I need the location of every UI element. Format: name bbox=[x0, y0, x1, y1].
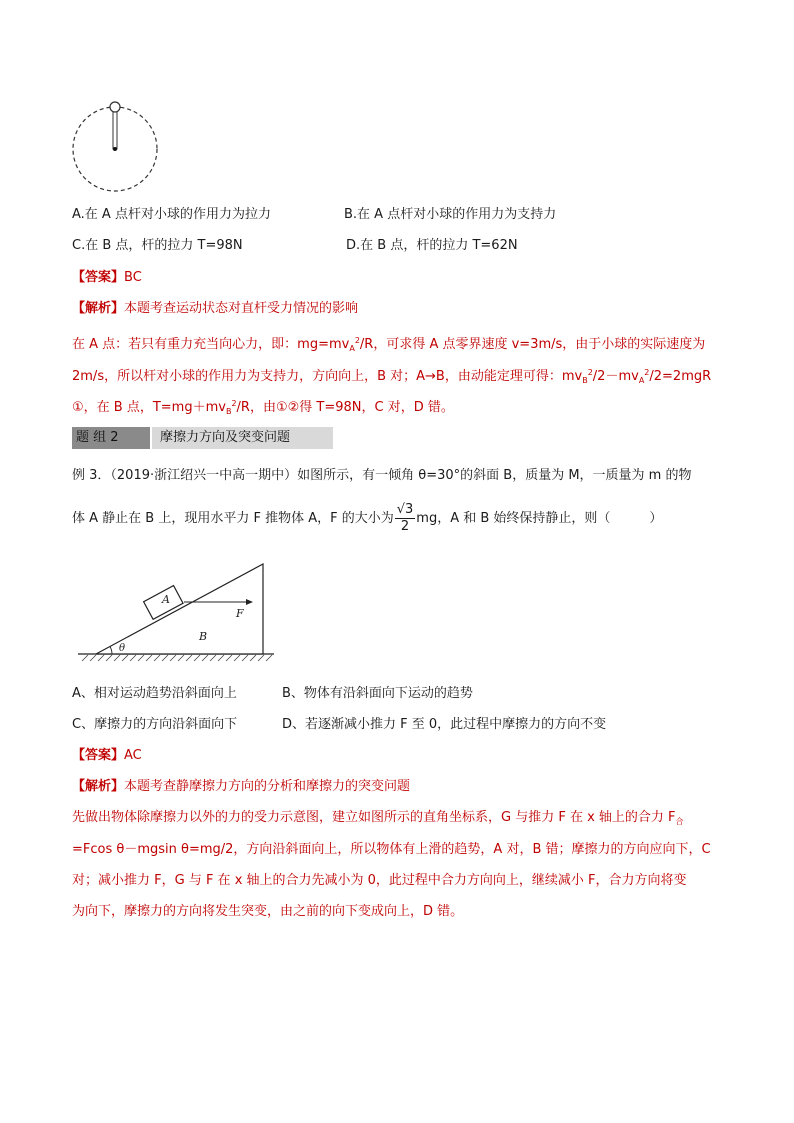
q3-analysis-tag: 【解析】 bbox=[72, 779, 125, 794]
q3-analysis-line-2: =Fcos θ－mgsin θ=mg/2，方向沿斜面向上，所以物体有上滑的趋势，A 对，B 错；摩擦力的方向应向下，C bbox=[72, 842, 711, 857]
q2-l1-b: /R，可求得 A 点零界速度 v=3m/s，由于小球的实际速度为 bbox=[359, 337, 706, 352]
q2-analysis-title-text: 本题考查运动状态对直杆受力情况的影响 bbox=[124, 301, 359, 316]
q2-option-c: C.在 B 点，杆的拉力 T=98N bbox=[72, 238, 243, 253]
incline-figure bbox=[76, 560, 276, 666]
q3-stem-2a: 体 A 静止在 B 上，现用水平力 F 推物体 A，F 的大小为 bbox=[72, 511, 394, 526]
q3-option-c: C、摩擦力的方向沿斜面向下 bbox=[72, 717, 238, 732]
pivot-center bbox=[113, 147, 117, 151]
q2-analysis-line-3 bbox=[72, 394, 454, 421]
q3-p1-text: 先做出物体除摩擦力以外的力的受力示意图，建立如图所示的直角坐标系，G 与推力 F 在 x 轴上的合力 F bbox=[72, 810, 676, 825]
q2-analysis-line-1 bbox=[72, 331, 705, 358]
q2-l3-a: ①，在 B 点，T=mg＋mv bbox=[72, 400, 226, 415]
q3-option-a: A、相对运动趋势沿斜面向上 bbox=[72, 686, 237, 701]
q2-l3-sup: 2 bbox=[231, 399, 237, 408]
circle-rod-figure bbox=[68, 98, 164, 196]
q2-option-a: A.在 A 点杆对小球的作用力为拉力 bbox=[72, 207, 271, 222]
ball-top bbox=[110, 102, 120, 112]
q2-l1-sup: 2 bbox=[354, 336, 360, 345]
fraction-numerator: √3 bbox=[396, 502, 414, 517]
q3-stem-line-2 bbox=[72, 500, 662, 538]
label-theta: θ bbox=[119, 643, 126, 654]
q2-l2-sup2: 2 bbox=[644, 368, 650, 377]
q2-l2-b: /2－mv bbox=[592, 369, 639, 384]
q3-p1-sub: 合 bbox=[675, 817, 684, 826]
q2-option-d: D.在 B 点，杆的拉力 T=62N bbox=[346, 238, 518, 253]
group-title bbox=[152, 427, 333, 449]
q2-l2-a: 2m/s，所以杆对小球的作用力为支持力，方向向上，B 对；A→B，由动能定理可得：mv bbox=[72, 369, 583, 384]
q3-analysis-title-text: 本题考查静摩擦力方向的分析和摩擦力的突变问题 bbox=[124, 779, 411, 794]
q3-analysis-line-3: 对；减小推力 F，G 与 F 在 x 轴上的合力先减小为 0，此过程中合力方向向上，继续减小 F，合力方向将变 bbox=[72, 873, 687, 888]
q2-answer-tag: 【答案】 bbox=[72, 270, 125, 285]
label-a: A bbox=[162, 593, 170, 606]
q2-l2-sub1: B bbox=[582, 376, 588, 385]
q3-answer-tag: 【答案】 bbox=[72, 748, 125, 763]
q2-l1-a: 在 A 点：若只有重力充当向心力，即：mg=mv bbox=[72, 337, 350, 352]
q2-answer-value: BC bbox=[124, 270, 142, 285]
q3-analysis-line-4: 为向下，摩擦力的方向将发生突变，由之前的向下变成向上，D 错。 bbox=[72, 904, 464, 919]
q2-l1-sub: A bbox=[349, 344, 355, 353]
q3-analysis-line-1 bbox=[72, 808, 684, 831]
q3-option-d: D、若逐渐减小推力 F 至 0，此过程中摩擦力的方向不变 bbox=[282, 717, 607, 732]
q2-option-b: B.在 A 点杆对小球的作用力为支持力 bbox=[344, 207, 557, 222]
group-title-text: 摩擦力方向及突变问题 bbox=[160, 430, 291, 445]
q3-answer-value: AC bbox=[124, 748, 142, 763]
rod bbox=[113, 112, 117, 149]
q2-l2-c: /2=2mgR bbox=[649, 369, 712, 384]
q3-analysis-title bbox=[72, 777, 410, 796]
q3-stem-line-1: 例 3．（2019·浙江绍兴一中高一期中）如图所示，有一倾角 θ=30°的斜面 B，质量为 M，一质量为 m 的物 bbox=[72, 468, 692, 483]
fraction-sqrt3-over-2 bbox=[395, 502, 416, 535]
q3-answer bbox=[72, 746, 142, 765]
ground-hatch bbox=[82, 655, 272, 661]
label-f: F bbox=[236, 607, 244, 620]
q2-l3-sub: B bbox=[225, 407, 232, 416]
q2-analysis-title bbox=[72, 299, 358, 318]
label-b: B bbox=[199, 630, 208, 643]
q2-answer bbox=[72, 268, 142, 287]
q2-l3-b: /R，由①②得 T=98N，C 对，D 错。 bbox=[236, 400, 454, 415]
fraction-denominator: 2 bbox=[400, 519, 410, 534]
q2-analysis-line-2 bbox=[72, 363, 711, 390]
group-header bbox=[72, 427, 333, 449]
q2-analysis-tag: 【解析】 bbox=[72, 301, 125, 316]
q2-l2-sup1: 2 bbox=[587, 368, 593, 377]
q3-stem-2b: mg，A 和 B 始终保持静止，则（ ） bbox=[416, 511, 663, 526]
group-label bbox=[72, 427, 150, 449]
q3-option-b: B、物体有沿斜面向下运动的趋势 bbox=[282, 686, 473, 701]
group-label-text: 题 组 2 bbox=[76, 430, 119, 445]
q2-l2-sub2: A bbox=[638, 376, 645, 385]
